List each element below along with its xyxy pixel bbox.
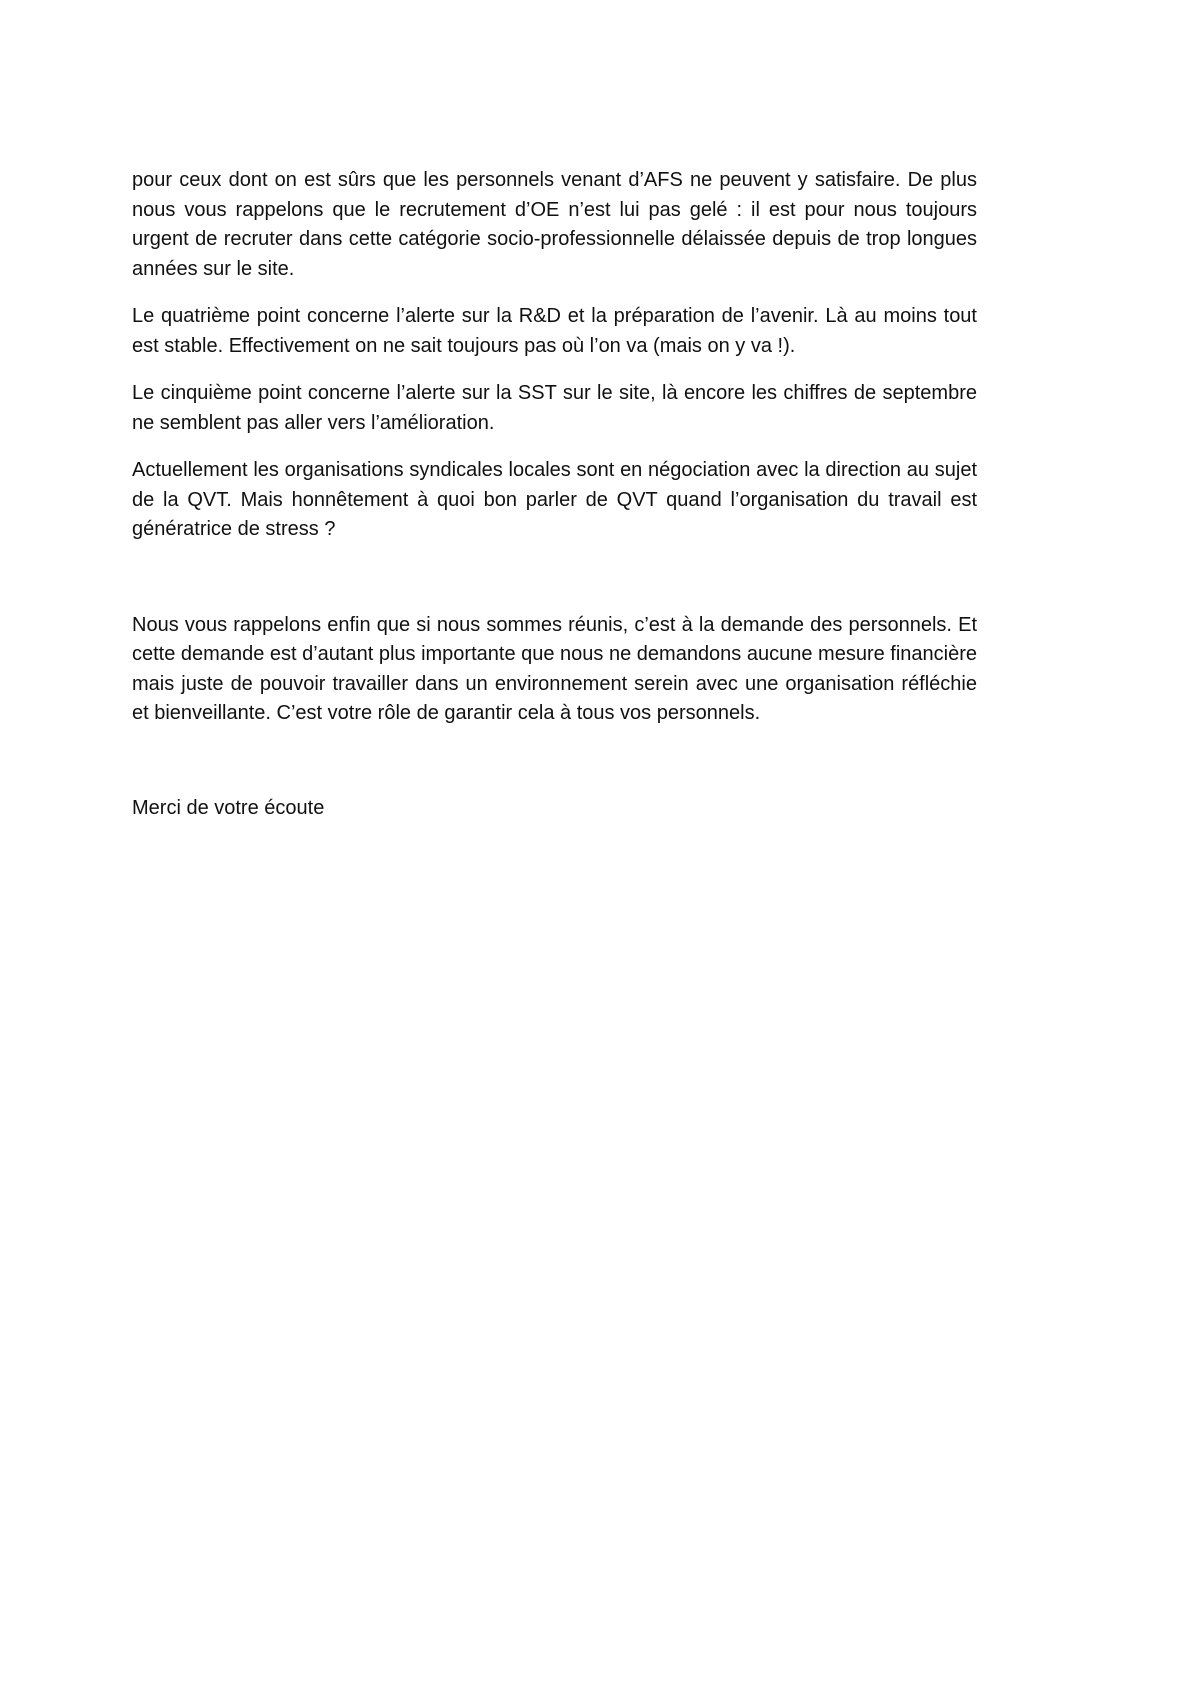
paragraph-conclusion: Nous vous rappelons enfin que si nous sommes réunis, c’est à la demande des personnels. Et cette demande est d’autant plus importante que nous ne demandons aucune mesure financière mais juste de pouvoir travailler dans un environnement serein avec une organisation réfléchie et bienveillante. C’est votre rôle de garantir cela à tous vos personnels. — [132, 613, 977, 724]
paragraph-recruitment: pour ceux dont on est sûrs que les personnels venant d’AFS ne peuvent y satisfaire. De plus nous vous rappelons que le recrutement d’OE n’est lui pas gelé : il est pour nous toujours urgent de recruter dans cette catégorie socio-professionnelle délaissée depuis de trop longues années sur le site. — [132, 169, 977, 280]
paragraph-spacer — [132, 563, 977, 611]
paragraph-rnd-alert: Le quatrième point concerne l’alerte sur la R&D et la préparation de l’avenir. Là au moins tout est stable. Effectivement on ne sait toujours pas où l’on va (mais on y va !). — [132, 305, 977, 357]
paragraph-qvt-negotiation: Actuellement les organisations syndicales locales sont en négociation avec la direction au sujet de la QVT. Mais honnêtement à quoi bon parler de QVT quand l’organisation du travail est génératrice de stress ? — [132, 459, 977, 540]
closing-spacer — [132, 747, 977, 794]
closing-line: Merci de votre écoute — [132, 796, 325, 819]
paragraph-sst-alert: Le cinquième point concerne l’alerte sur la SST sur le site, là encore les chiffres de septembre ne semblent pas aller vers l’amélioration. — [132, 382, 977, 434]
document-page — [132, 166, 977, 823]
